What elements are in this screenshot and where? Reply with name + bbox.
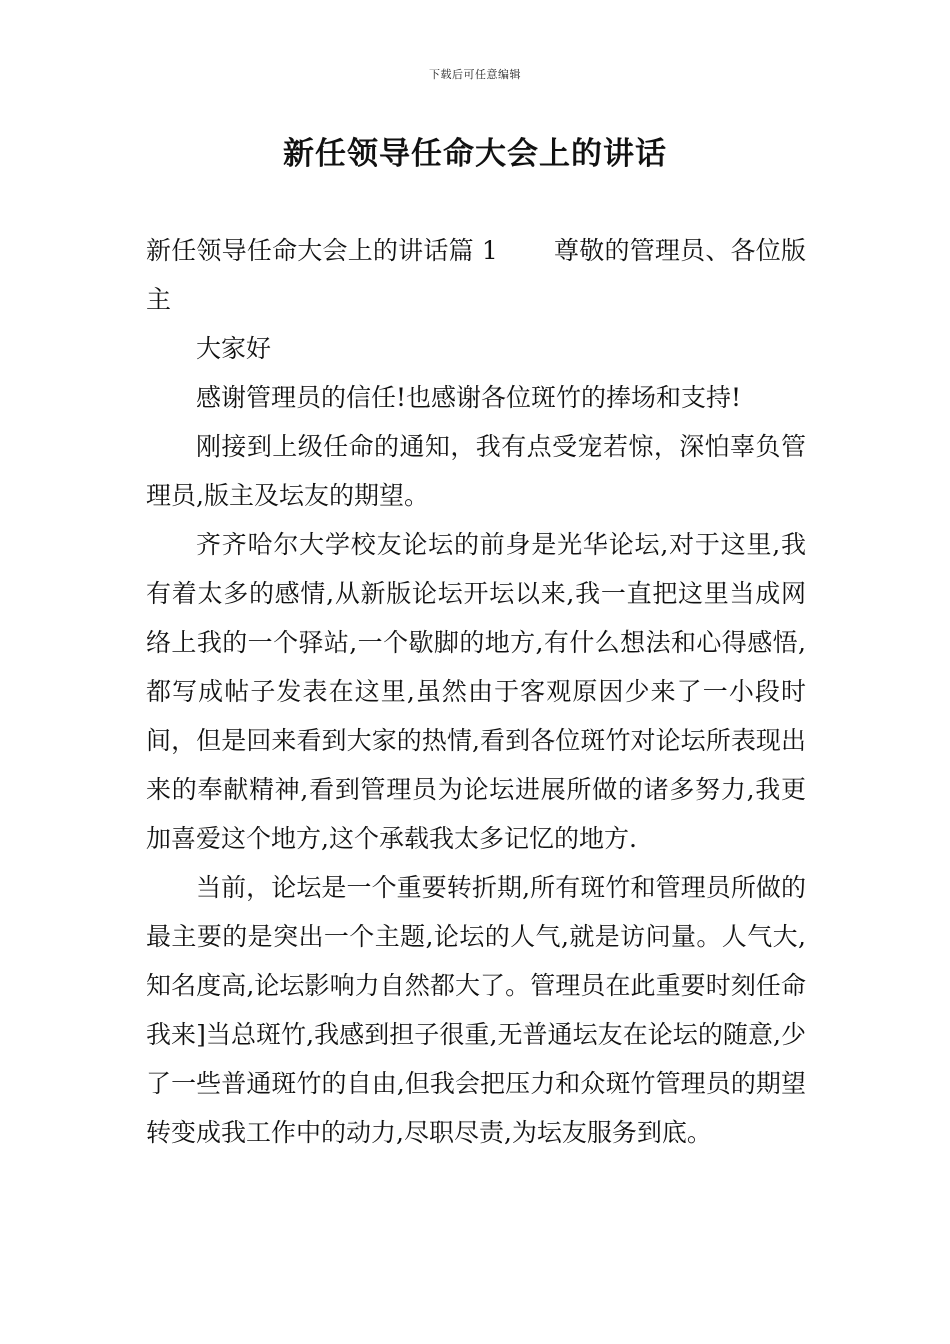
header-note: 下载后可任意编辑 bbox=[429, 68, 521, 81]
paragraph: 当前，论坛是一个重要转折期,所有斑竹和管理员所做的最主要的是突出一个主题,论坛的人气,就是访问量。人气大,知名度高,论坛影响力自然都大了。管理员在此重要时刻任命我来]当总斑竹,我感到担子很重,无普通坛友在论坛的随意,少了一些普通斑竹的自由,但我会把压力和众斑竹管理员的期望转变成我工作中的动力,尽职尽责,为坛友服务到底。 bbox=[146, 873, 806, 1147]
paragraph: 齐齐哈尔大学校友论坛的前身是光华论坛,对于这里,我有着太多的感情,从新版论坛开坛以来,我一直把这里当成网络上我的一个驿站,一个歇脚的地方,有什么想法和心得感悟,都写成帖子发表在这里,虽然由于客观原因少来了一小段时间，但是回来看到大家的热情,看到各位斑竹对论坛所表现出来的奉献精神,看到管理员为论坛进展所做的诸多努力,我更加喜爱这个地方,这个承载我太多记忆的地方. bbox=[146, 530, 806, 853]
opening-line bbox=[146, 226, 806, 324]
paragraph: 感谢管理员的信任!也感谢各位斑竹的捧场和支持! bbox=[196, 383, 742, 412]
paragraph: 大家好 bbox=[196, 334, 272, 363]
document-body bbox=[146, 226, 806, 1157]
salutation: 尊敬的管理员、各位版主 bbox=[146, 236, 806, 314]
document-title: 新任领导任命大会上的讲话 bbox=[283, 136, 667, 172]
paragraph: 刚接到上级任命的通知，我有点受宠若惊，深怕辜负管理员,版主及坛友的期望。 bbox=[146, 432, 806, 510]
section-heading: 新任领导任命大会上的讲话篇 1 bbox=[146, 236, 498, 265]
